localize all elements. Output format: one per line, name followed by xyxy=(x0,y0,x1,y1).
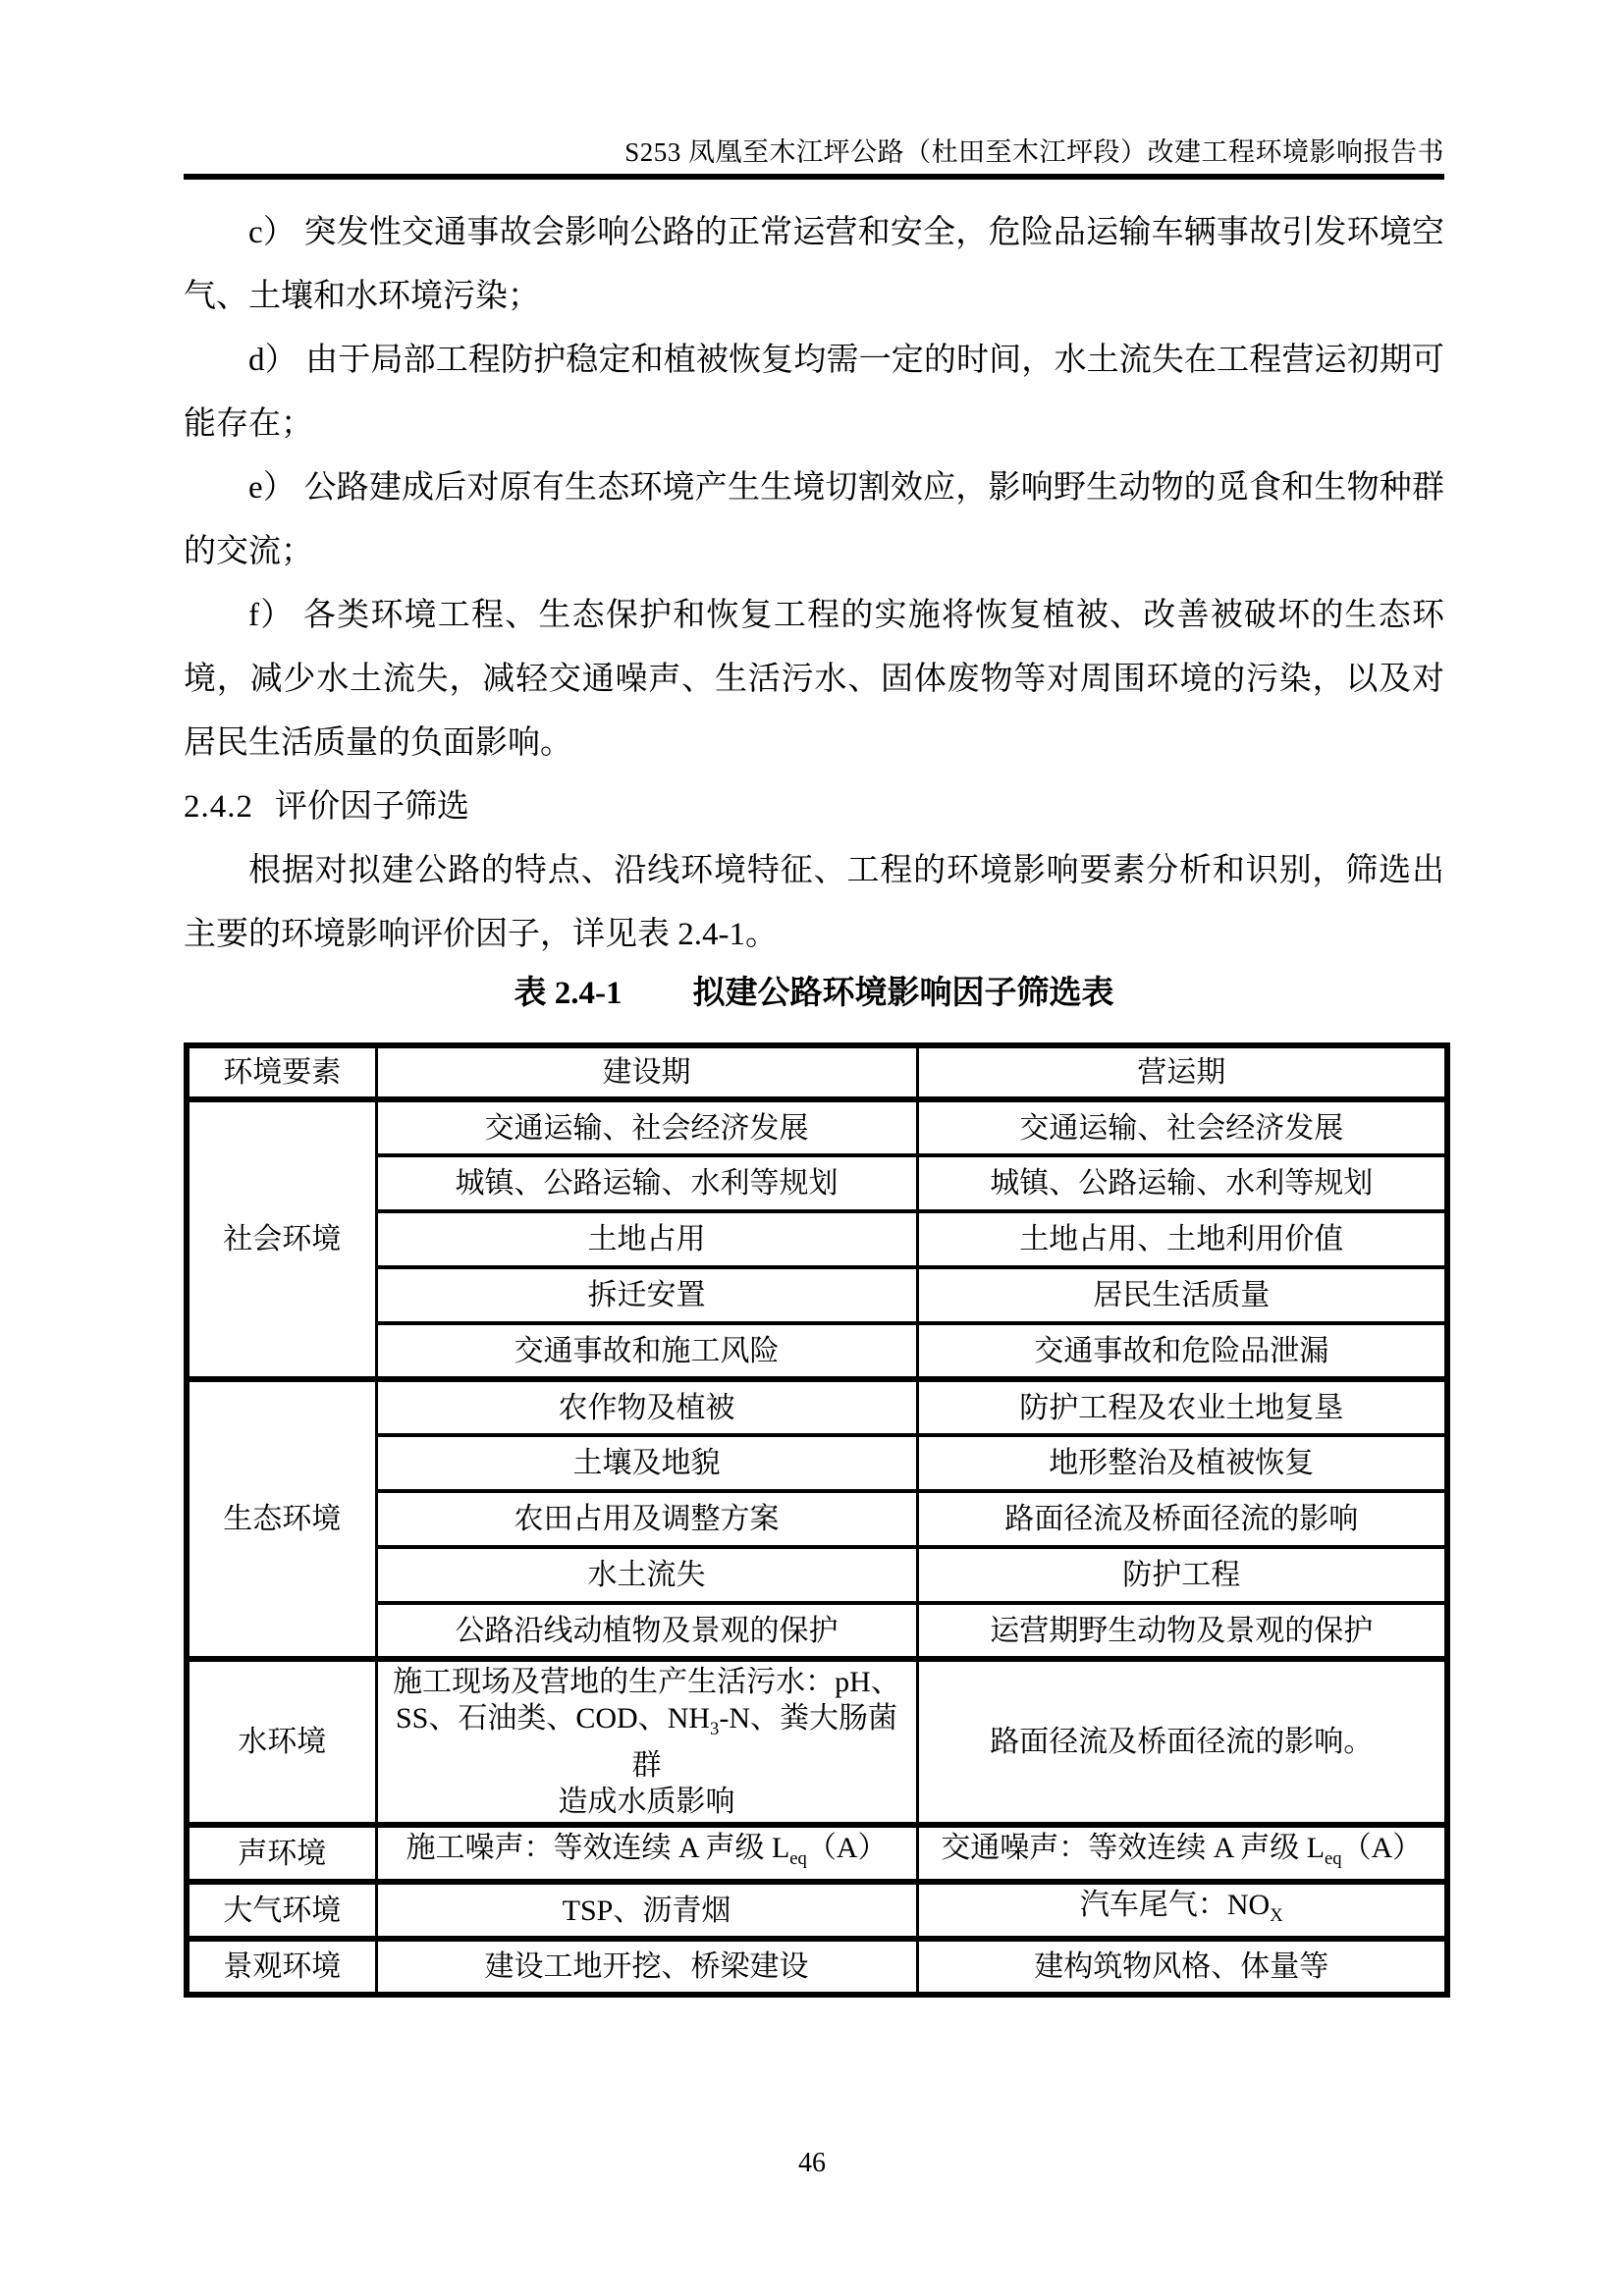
section-heading xyxy=(184,775,1444,839)
operation-period-cell: 建构筑物风格、体量等 xyxy=(917,1939,1447,1995)
operation-period-cell: 运营期野生动物及景观的保护 xyxy=(917,1603,1447,1659)
operation-period-cell: 路面径流及桥面径流的影响 xyxy=(917,1491,1447,1547)
construction-period-cell: 农田占用及调整方案 xyxy=(376,1491,917,1547)
operation-period-cell: 交通噪声：等效连续 A 声级 $L_{eq}(A)$ xyxy=(917,1825,1447,1882)
operation-period-cell: 防护工程 xyxy=(917,1547,1447,1603)
factor-cell: 声环境 xyxy=(187,1825,376,1882)
construction-period-cell: 水土流失 xyxy=(376,1547,917,1603)
table-caption-title: 拟建公路环境影响因子筛选表 xyxy=(692,976,1114,1011)
construction-period-cell: 农作物及植被 xyxy=(376,1379,917,1435)
header-cell-2: 营运期 xyxy=(917,1045,1447,1099)
paragraph-intro: 根据对拟建公路的特点、沿线环境特征、工程的环境影响要素分析和识别，筛选出主要的环境影响评价因子，详见表 2.4-1。 xyxy=(184,853,1444,952)
operation-period-cell: 土地占用、土地利用价值 xyxy=(917,1211,1447,1267)
construction-period-cell: 施工噪声：等效连续 A 声级 $L_{eq}(A)$ xyxy=(376,1825,917,1882)
section-title: 评价因子筛选 xyxy=(275,789,469,825)
factor-cell: 水环境 xyxy=(187,1659,376,1825)
impact-factor-table xyxy=(184,1042,1450,1998)
impact-factor-table-body xyxy=(187,1099,1447,1995)
impact-factor-table-head xyxy=(187,1045,1447,1099)
operation-period-cell: 交通运输、社会经济发展 xyxy=(917,1099,1447,1155)
operation-period-cell: 路面径流及桥面径流的影响。 xyxy=(917,1659,1447,1825)
paragraph-c: c） 突发性交通事故会影响公路的正常运营和安全，危险品运输车辆事故引发环境空气、土壤和水环境污染； xyxy=(184,215,1444,314)
running-header: S253 凤凰至木江坪公路（杜田至木江坪段）改建工程环境影响报告书 xyxy=(624,137,1444,167)
operation-period-cell: 汽车尾气：$NO_X$ xyxy=(917,1882,1447,1939)
page-number: 46 xyxy=(798,2148,826,2178)
construction-period-cell: 土壤及地貌 xyxy=(376,1435,917,1491)
construction-period-cell: 施工现场及营地的生产生活污水：pH、SS、石油类、COD、$NH_3-N$、粪大肠菌群 造成水质影响 xyxy=(376,1659,917,1825)
construction-period-cell: 土地占用 xyxy=(376,1211,917,1267)
table-caption-label: 表 2.4-1 xyxy=(514,976,623,1011)
operation-period-cell: 地形整治及植被恢复 xyxy=(917,1435,1447,1491)
factor-cell: 生态环境 xyxy=(187,1379,376,1659)
factor-cell: 社会环境 xyxy=(187,1099,376,1379)
construction-period-cell: TSP、沥青烟 xyxy=(376,1882,917,1939)
operation-period-cell: 防护工程及农业土地复垦 xyxy=(917,1379,1447,1435)
body-text xyxy=(184,201,1444,967)
construction-period-cell: 交通事故和施工风险 xyxy=(376,1323,917,1379)
section-number: 2.4.2 xyxy=(184,789,253,825)
operation-period-cell: 居民生活质量 xyxy=(917,1267,1447,1323)
construction-period-cell: 公路沿线动植物及景观的保护 xyxy=(376,1603,917,1659)
construction-period-cell: 城镇、公路运输、水利等规划 xyxy=(376,1155,917,1211)
paragraph-d: d） 由于局部工程防护稳定和植被恢复均需一定的时间，水土流失在工程营运初期可能存在； xyxy=(184,343,1444,442)
operation-period-cell: 城镇、公路运输、水利等规划 xyxy=(917,1155,1447,1211)
table-caption xyxy=(184,972,1444,1015)
construction-period-cell: 交通运输、社会经济发展 xyxy=(376,1099,917,1155)
header-rule xyxy=(184,174,1444,180)
operation-period-cell: 交通事故和危险品泄漏 xyxy=(917,1323,1447,1379)
construction-period-cell: 拆迁安置 xyxy=(376,1267,917,1323)
factor-cell: 大气环境 xyxy=(187,1882,376,1939)
header-cell-1: 建设期 xyxy=(376,1045,917,1099)
header-cell-0: 环境要素 xyxy=(187,1045,376,1099)
paragraph-f: f） 各类环境工程、生态保护和恢复工程的实施将恢复植被、改善被破坏的生态环境，减少水土流失，减轻交通噪声、生活污水、固体废物等对周围环境的污染，以及对居民生活质量的负面影响。 xyxy=(184,598,1444,761)
factor-cell: 景观环境 xyxy=(187,1939,376,1995)
paragraph-e: e） 公路建成后对原有生态环境产生生境切割效应，影响野生动物的觅食和生物种群的交流； xyxy=(184,470,1444,569)
construction-period-cell: 建设工地开挖、桥梁建设 xyxy=(376,1939,917,1995)
